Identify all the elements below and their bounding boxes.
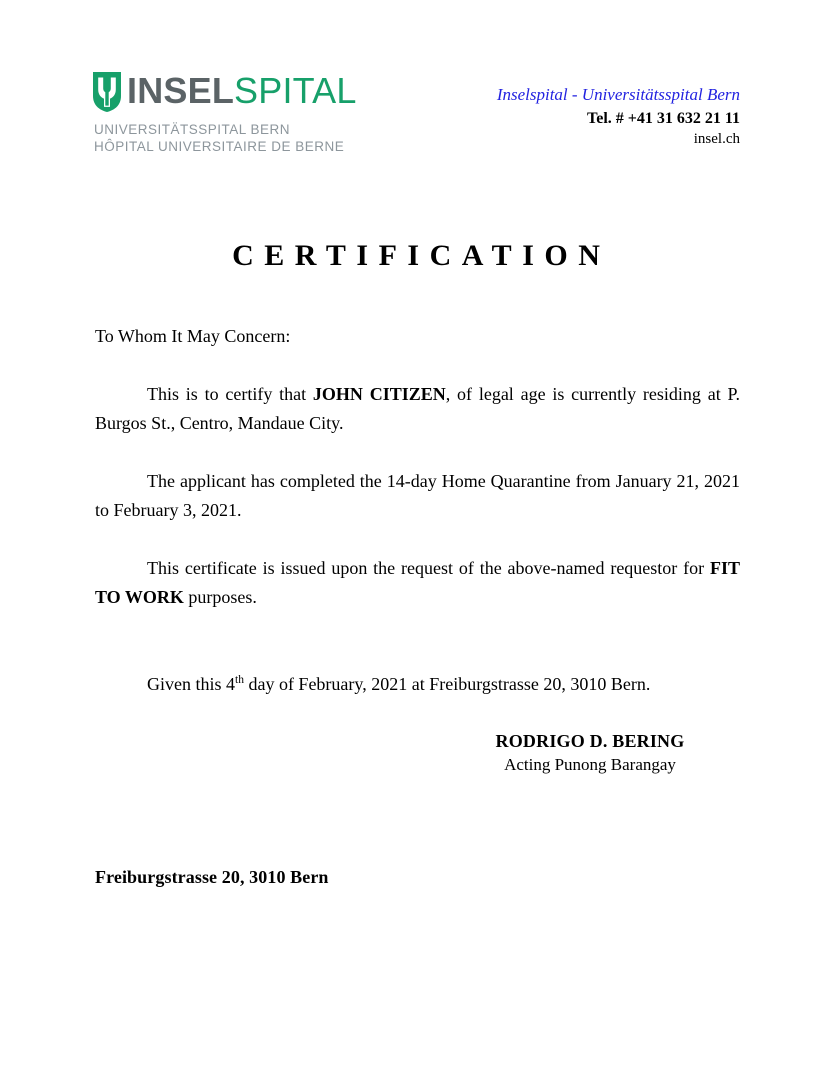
given-day-ordinal-suffix: th [235, 674, 244, 686]
header-contact-block [410, 84, 740, 149]
salutation-line: To Whom It May Concern: [95, 326, 291, 346]
purpose-text-after: purposes. [183, 587, 257, 607]
inselspital-logo-block [93, 72, 393, 155]
paragraph-quarantine: The applicant has completed the 14-day Home Quarantine from January 21, 2021 to February 3, 2021. [95, 471, 740, 520]
paragraph-certify [95, 380, 740, 438]
subject-name: JOHN CITIZEN [312, 384, 446, 404]
signatory-role: Acting Punong Barangay [504, 755, 676, 774]
given-rest: day of February, 2021 at Freiburgstrasse 20, 3010 Bern. [243, 674, 651, 694]
paragraph-given-date [95, 670, 740, 699]
contact-organization-name: Inselspital - Universitätsspital Bern [496, 85, 740, 104]
logo-subtitle-french: HÔPITAL UNIVERSITAIRE DE BERNE [94, 139, 345, 154]
given-prefix: Given this [147, 674, 226, 694]
document-body [95, 322, 740, 717]
footer-address: Freiburgstrasse 20, 3010 Bern [95, 867, 329, 887]
wordmark-insel: INSEL [127, 70, 235, 111]
contact-website: insel.ch [693, 130, 740, 147]
wordmark-spital: SPITAL [234, 70, 357, 111]
paragraph-purpose [95, 554, 740, 612]
signatory-name: RODRIGO D. BERING [495, 731, 685, 751]
document-header [0, 0, 832, 190]
contact-telephone: Tel. # +41 31 632 21 11 [587, 109, 740, 127]
inselspital-wordmark [127, 72, 357, 110]
given-day-number: 4 [226, 674, 235, 694]
certify-text-before: This is to certify that [147, 384, 313, 404]
inselspital-shield-icon [93, 72, 121, 112]
certify-text-after: , of legal age is currently residing at P. Burgos St., Centro, Mandaue City. [95, 384, 740, 433]
signature-block [440, 730, 740, 776]
purpose-highlight: FIT TO WORK [95, 558, 740, 607]
purpose-text-before: This certificate is issued upon the request of the above-named requestor for [147, 558, 710, 578]
logo-row [93, 72, 393, 112]
page-title: CERTIFICATION [232, 239, 611, 272]
logo-subtitle-german: UNIVERSITÄTSSPITAL BERN [94, 122, 291, 137]
